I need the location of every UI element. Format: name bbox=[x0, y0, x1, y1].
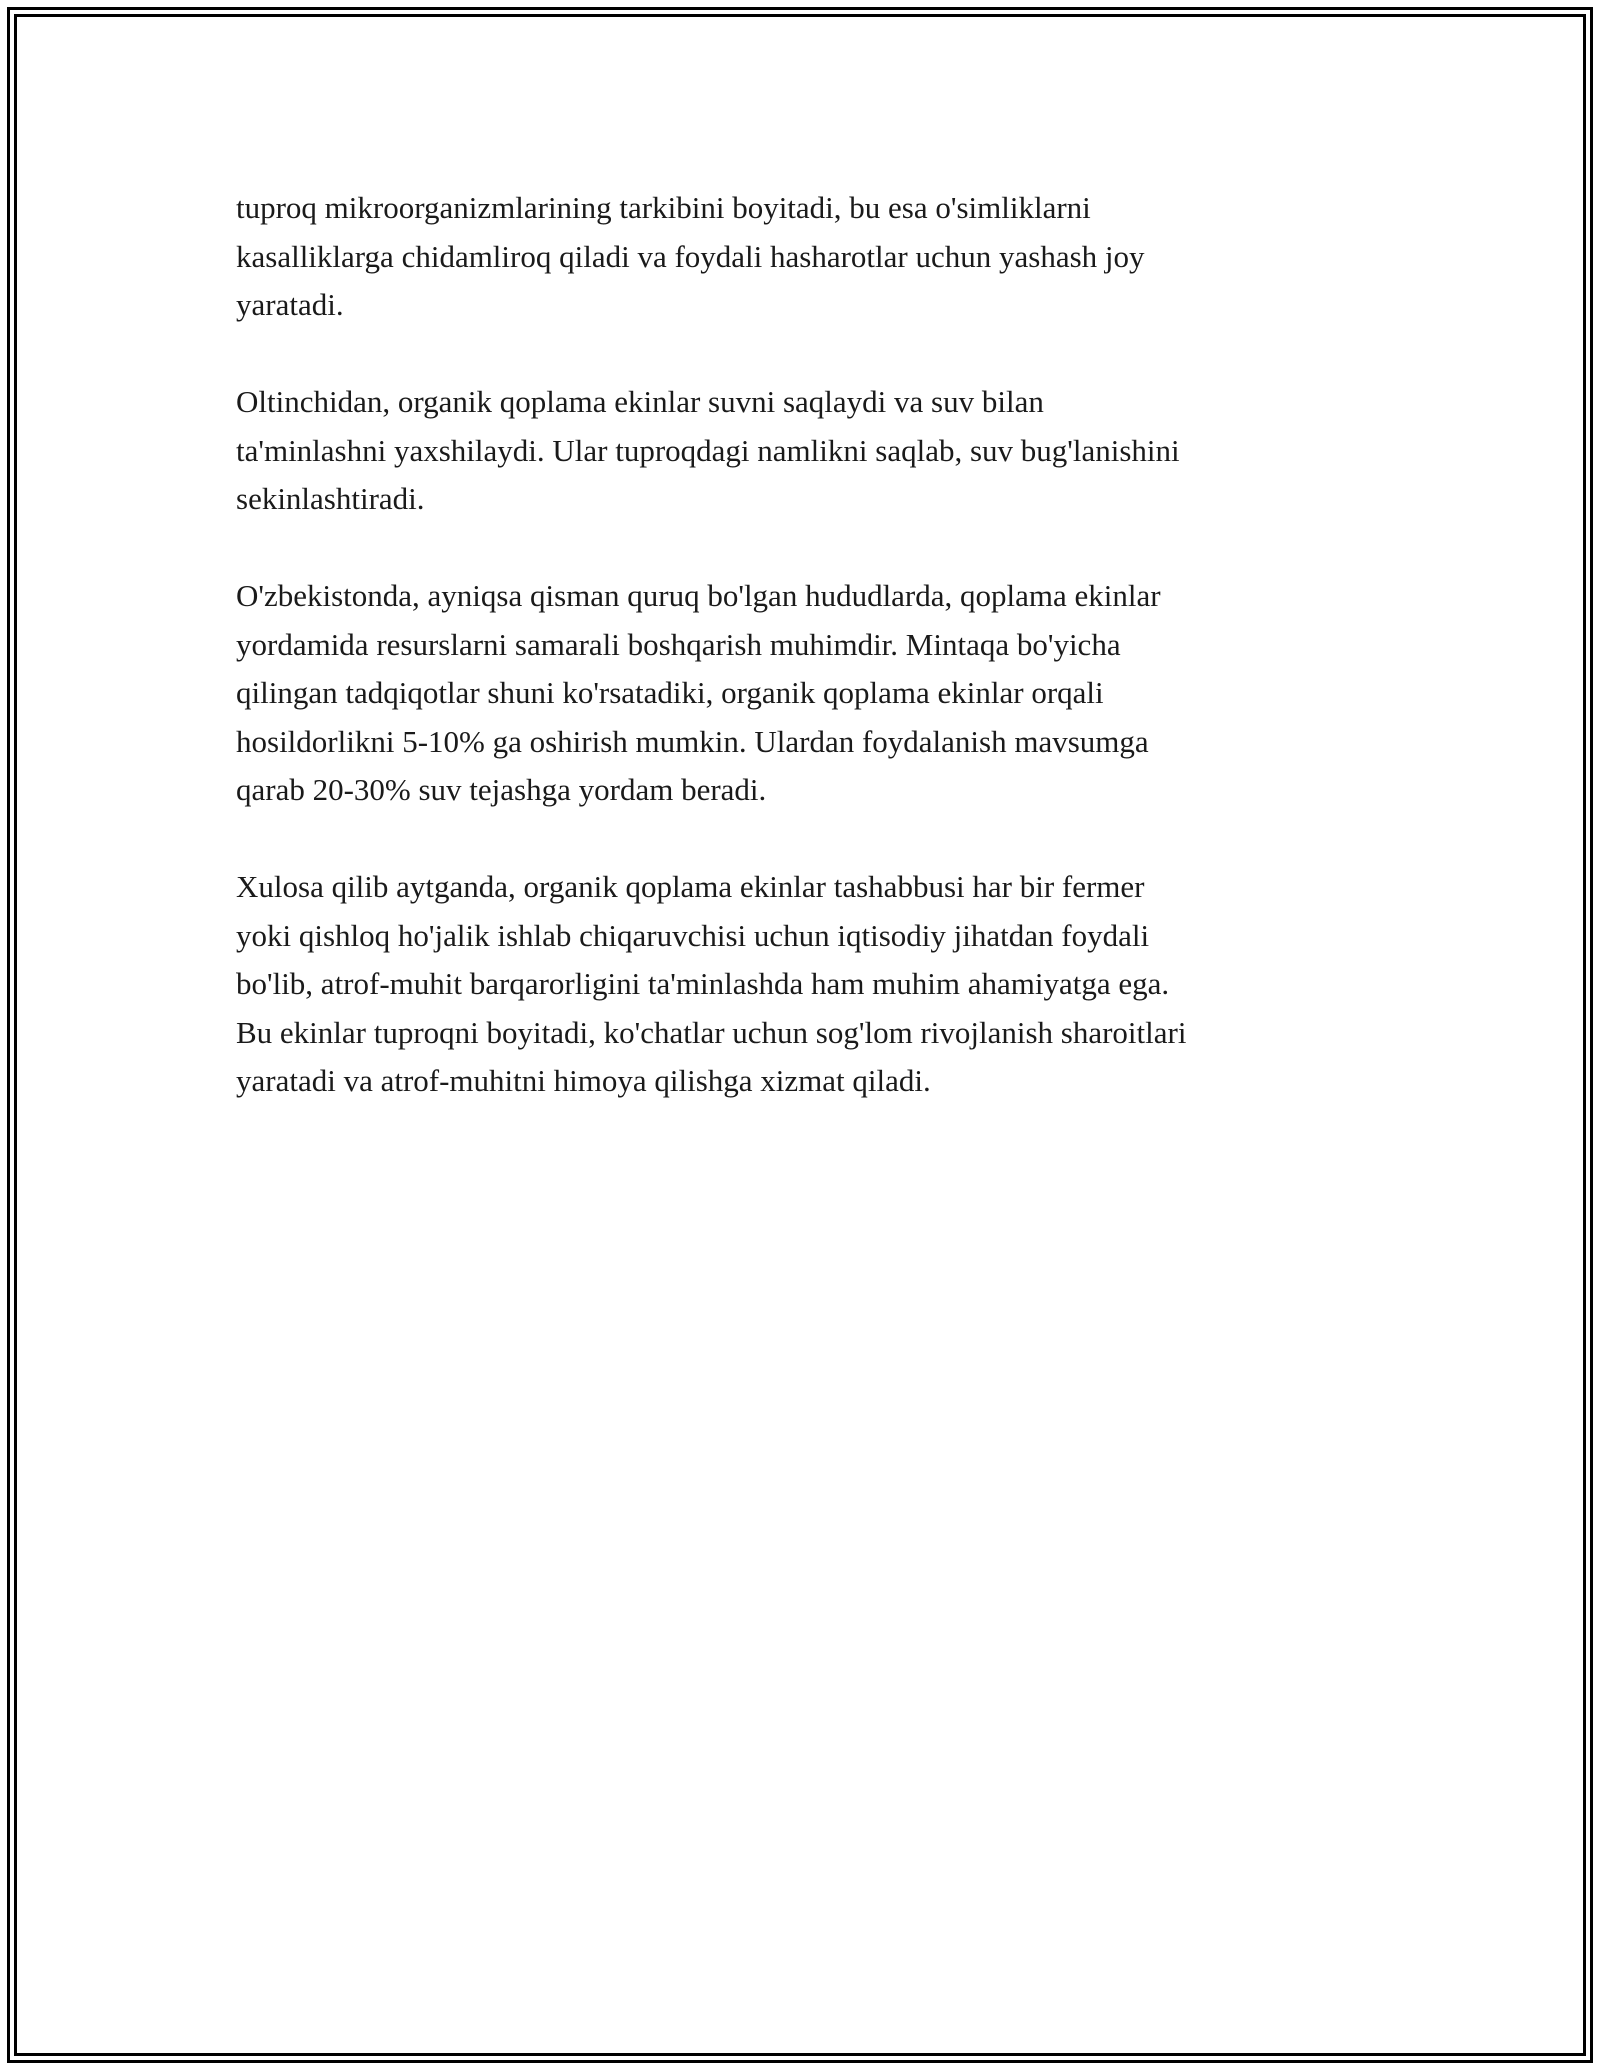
text-line: ta'minlashni yaxshilaydi. Ular tuproqdagi namlikni saqlab, suv bug'lanishini bbox=[236, 432, 1180, 468]
document-body bbox=[236, 184, 1396, 1106]
text-line: tuproq mikroorganizmlarining tarkibini boyitadi, bu esa o'simliklarni bbox=[236, 190, 1091, 225]
text-line: O'zbekistonda, ayniqsa qisman quruq bo'lgan hududlarda, qoplama ekinlar bbox=[236, 578, 1161, 613]
text-line: Xulosa qilib aytganda, organik qoplama ekinlar tashabbusi har bir fermer bbox=[236, 869, 1145, 904]
paragraph-3 bbox=[236, 572, 1396, 815]
paragraph-1 bbox=[236, 184, 1396, 330]
paragraph-4 bbox=[236, 863, 1396, 1106]
text-line: sekinlashtiradi. bbox=[236, 481, 425, 516]
text-line: bo'lib, atrof-muhit barqarorligini ta'minlashda ham muhim ahamiyatga ega. bbox=[236, 966, 1170, 1001]
text-line: hosildorlikni 5-10% ga oshirish mumkin. Ulardan foydalanish mavsumga bbox=[236, 723, 1149, 759]
text-line: Oltinchidan, organik qoplama ekinlar suvni saqlaydi va suv bilan bbox=[236, 384, 1044, 419]
text-line: yaratadi. bbox=[236, 287, 344, 322]
text-line: qarab 20-30% suv tejashga yordam beradi. bbox=[236, 772, 767, 807]
text-line: Bu ekinlar tuproqni boyitadi, ko'chatlar uchun sog'lom rivojlanish sharoitlari bbox=[236, 1014, 1187, 1050]
text-line: yoki qishloq ho'jalik ishlab chiqaruvchisi uchun iqtisodiy jihatdan foydali bbox=[236, 917, 1150, 953]
text-line: qilingan tadqiqotlar shuni ko'rsatadiki, organik qoplama ekinlar orqali bbox=[236, 675, 1104, 710]
text-line: kasalliklarga chidamliroq qiladi va foydali hasharotlar uchun yashash joy bbox=[236, 238, 1145, 274]
text-line: yaratadi va atrof-muhitni himoya qilishga xizmat qiladi. bbox=[236, 1063, 931, 1098]
text-line: yordamida resurslarni samarali boshqarish muhimdir. Mintaqa bo'yicha bbox=[236, 626, 1121, 662]
paragraph-2 bbox=[236, 378, 1396, 524]
